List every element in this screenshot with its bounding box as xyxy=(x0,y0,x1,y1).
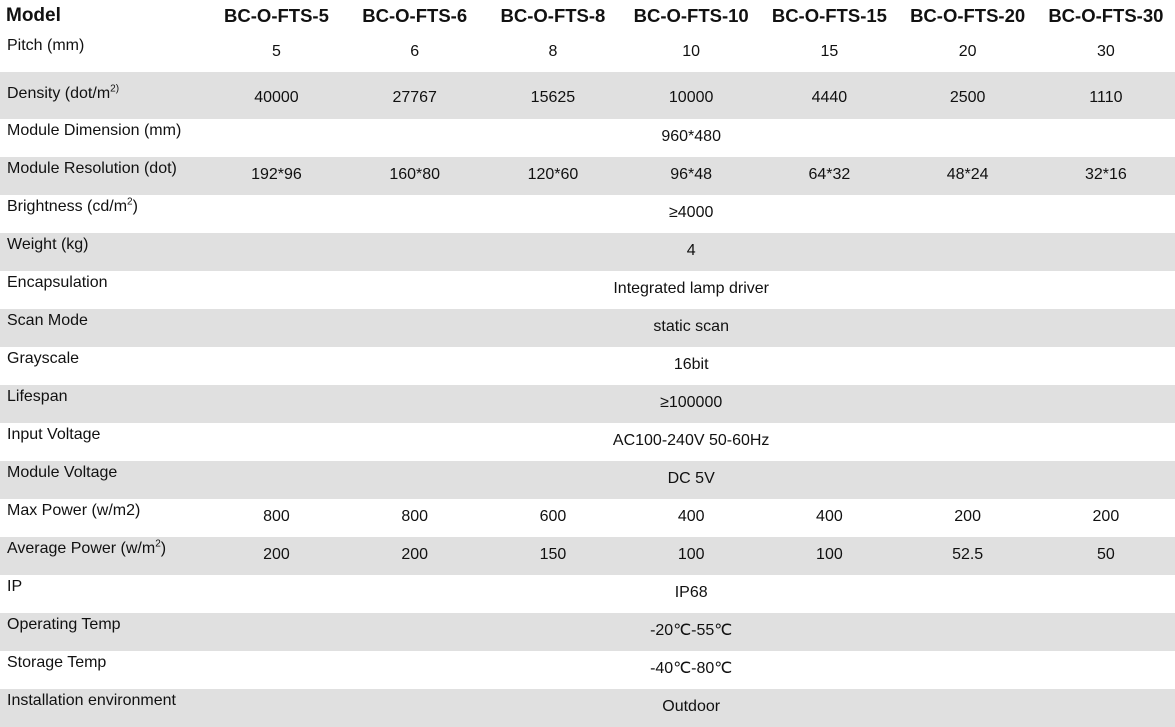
cell-value: 1110 xyxy=(1037,72,1175,119)
cell-value: 16bit xyxy=(673,356,709,373)
cell-value: Integrated lamp driver xyxy=(613,280,769,297)
cell-value: 960*480 xyxy=(661,128,721,145)
model-name: BC-O-FTS-20 xyxy=(910,5,1026,26)
cell-value: 15625 xyxy=(484,72,622,119)
cell-value: 64*32 xyxy=(760,157,898,195)
cell-value: 800 xyxy=(263,508,290,525)
header-row xyxy=(0,0,1175,34)
cell-value: 4 xyxy=(207,233,1175,271)
model-name: BC-O-FTS-15 xyxy=(771,5,887,26)
cell-value: -20℃-55℃ xyxy=(207,613,1175,651)
cell-value: 20 xyxy=(958,43,977,60)
row-operating-temp xyxy=(0,613,1175,651)
cell-value: 120*60 xyxy=(484,157,622,195)
row-grayscale xyxy=(0,347,1175,385)
cell-value: 600 xyxy=(539,508,567,525)
cell-value: 6 xyxy=(410,43,420,60)
superscript: 2 xyxy=(127,196,133,208)
cell-value: 10000 xyxy=(622,72,760,119)
label-text-end: ) xyxy=(132,198,138,215)
cell-value: 160*80 xyxy=(346,157,484,195)
label-text: Density (dot/m xyxy=(7,85,111,102)
label-text: Average Power (w/m xyxy=(7,540,156,557)
cell-value: 4440 xyxy=(760,72,898,119)
row-scan-mode xyxy=(0,309,1175,347)
label-text: Brightness (cd/m xyxy=(7,198,128,215)
row-max-power xyxy=(0,499,1175,537)
row-label: Input Voltage xyxy=(7,426,101,443)
row-label xyxy=(0,72,207,119)
label-text-end: ) xyxy=(160,540,167,557)
row-storage-temp xyxy=(0,651,1175,689)
cell-value: 15 xyxy=(820,43,839,60)
row-label: Grayscale xyxy=(7,350,80,367)
cell-value: 192*96 xyxy=(207,157,345,195)
row-input-voltage xyxy=(0,423,1175,461)
row-label: Storage Temp xyxy=(7,654,107,671)
model-name: BC-O-FTS-6 xyxy=(362,5,468,26)
cell-value: ≥100000 xyxy=(207,385,1175,423)
row-pitch xyxy=(0,34,1175,72)
cell-value: 200 xyxy=(1092,508,1120,525)
cell-value: Outdoor xyxy=(207,689,1175,727)
superscript: 2 xyxy=(155,538,161,550)
row-lifespan xyxy=(0,385,1175,423)
row-label xyxy=(0,537,207,575)
model-header: Model xyxy=(6,5,61,26)
row-label: Operating Temp xyxy=(0,613,207,651)
cell-value: 2500 xyxy=(899,72,1037,119)
cell-value: 30 xyxy=(1096,43,1115,60)
cell-value: IP68 xyxy=(674,584,708,601)
cell-value: 10 xyxy=(682,43,701,60)
row-brightness xyxy=(0,195,1175,233)
row-average-power xyxy=(0,537,1175,575)
cell-value: 96*48 xyxy=(622,157,760,195)
row-ip xyxy=(0,575,1175,613)
cell-value: -40℃-80℃ xyxy=(650,660,733,677)
row-label: IP xyxy=(7,578,23,595)
row-density xyxy=(0,72,1175,119)
row-label: Max Power (w/m2) xyxy=(7,502,141,519)
model-name: BC-O-FTS-5 xyxy=(224,5,329,26)
row-label: Weight (kg) xyxy=(0,233,207,271)
cell-value: 50 xyxy=(1037,537,1175,575)
cell-value: DC 5V xyxy=(207,461,1175,499)
cell-value: AC100-240V 50-60Hz xyxy=(612,432,770,449)
cell-value: static scan xyxy=(207,309,1175,347)
row-label: Installation environment xyxy=(0,689,207,727)
row-label: Module Dimension (mm) xyxy=(7,122,182,139)
row-encapsulation xyxy=(0,271,1175,309)
row-label: Scan Mode xyxy=(0,309,207,347)
row-module-resolution xyxy=(0,157,1175,195)
cell-value: 48*24 xyxy=(899,157,1037,195)
row-label: Encapsulation xyxy=(7,274,108,291)
row-label: Module Resolution (dot) xyxy=(0,157,207,195)
row-label: Module Voltage xyxy=(0,461,207,499)
cell-value: 200 xyxy=(346,537,484,575)
cell-value: 200 xyxy=(207,537,345,575)
cell-value: 40000 xyxy=(207,72,345,119)
cell-value: 8 xyxy=(548,43,558,60)
cell-value: 52.5 xyxy=(899,537,1037,575)
row-installation-environment xyxy=(0,689,1175,727)
cell-value: 400 xyxy=(816,508,843,525)
cell-value: 100 xyxy=(760,537,898,575)
row-label: Pitch (mm) xyxy=(7,37,85,54)
cell-value: 150 xyxy=(484,537,622,575)
cell-value: 32*16 xyxy=(1037,157,1175,195)
cell-value: 400 xyxy=(677,508,705,525)
cell-value: 800 xyxy=(401,508,429,525)
row-module-voltage xyxy=(0,461,1175,499)
model-name: BC-O-FTS-10 xyxy=(633,5,749,26)
model-name: BC-O-FTS-8 xyxy=(500,5,606,26)
superscript: 2) xyxy=(110,83,120,95)
model-name: BC-O-FTS-30 xyxy=(1048,5,1164,26)
cell-value: ≥4000 xyxy=(668,204,714,221)
row-module-dimension xyxy=(0,119,1175,157)
cell-value: 27767 xyxy=(346,72,484,119)
row-label xyxy=(0,195,207,233)
row-label: Lifespan xyxy=(0,385,207,423)
cell-value: 5 xyxy=(272,43,281,60)
cell-value: 200 xyxy=(954,508,981,525)
row-weight xyxy=(0,233,1175,271)
cell-value: 100 xyxy=(622,537,760,575)
